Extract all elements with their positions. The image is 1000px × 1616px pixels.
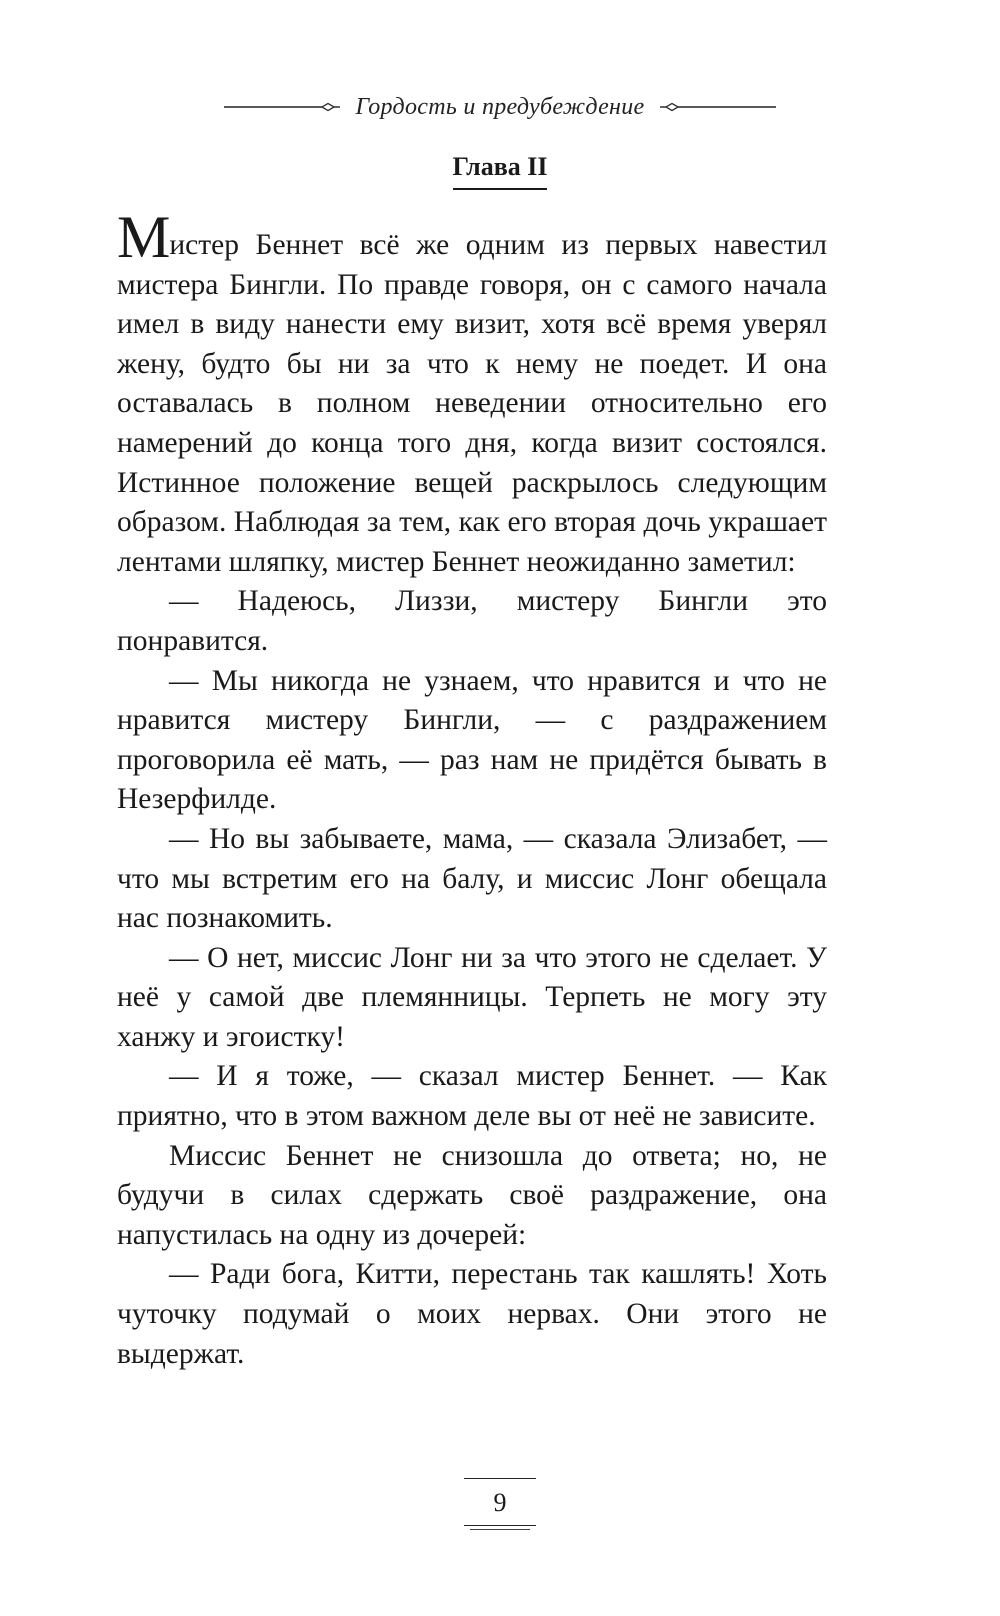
page-number-bottom-rule [464,1525,536,1526]
drop-cap: М [117,204,171,270]
page-number-bottom-rule-thin [470,1529,530,1530]
paragraph: — И я тоже, — сказал мистер Беннет. — Как приятно, что в этом важном деле вы от неё не зависите. [117,1060,827,1133]
paragraph: — Мы никогда не узнаем, что нравится и что не нравится мистеру Бингли, — с раздражением проговорила её мать, — раз нам не придётся бывать в Незерфилде. [117,664,827,816]
page-number-top-rule [464,1478,536,1479]
chapter-text [117,204,827,1374]
paragraph: — О нет, миссис Лонг ни за что этого не сделает. У неё у самой две племянницы. Терпеть не могу эту ханжу и эгоистку! [117,941,827,1053]
running-head [0,92,1000,122]
running-head-title: Гордость и предубеждение [355,93,645,120]
rule-ornament-right-icon [658,101,776,113]
chapter-title: Глава II [453,150,548,190]
paragraph: — Надеюсь, Лиззи, мистеру Бингли это понравится. [117,585,827,657]
paragraph: — Но вы забываете, мама, — сказала Элизабет, — что мы встретим его на балу, и миссис Лонг обещала нас познакомить. [117,822,827,935]
chapter-heading [0,150,1000,190]
paragraph-opening [117,204,827,582]
page-number: 9 [493,1488,507,1517]
paragraph-text: истер Беннет всё же одним из первых навестил мистера Бингли. По правде говоря, он с самого начала имел в виду нанести ему визит, хотя всё время уверял жену, будто бы ни за что к нему не поедет. И она оставалась в полном неведении относительно его намерений до конца того дня, когда визит состоялся. Истинное положение вещей раскрылось следующим образом. Наблюдая за тем, как его вторая дочь украшает лентами шляпку, мистер Беннет неожиданно заметил: [117,229,827,578]
rule-ornament-left-icon [224,101,342,113]
page-footer [0,1478,1000,1530]
paragraph: — Ради бога, Китти, перестань так кашлять! Хоть чуточку подумай о моих нервах. Они этого не выдержат. [117,1258,827,1370]
paragraph: Миссис Беннет не снизошла до ответа; но, не будучи в силах сдержать своё раздражение, она напустилась на одну из дочерей: [117,1139,827,1251]
